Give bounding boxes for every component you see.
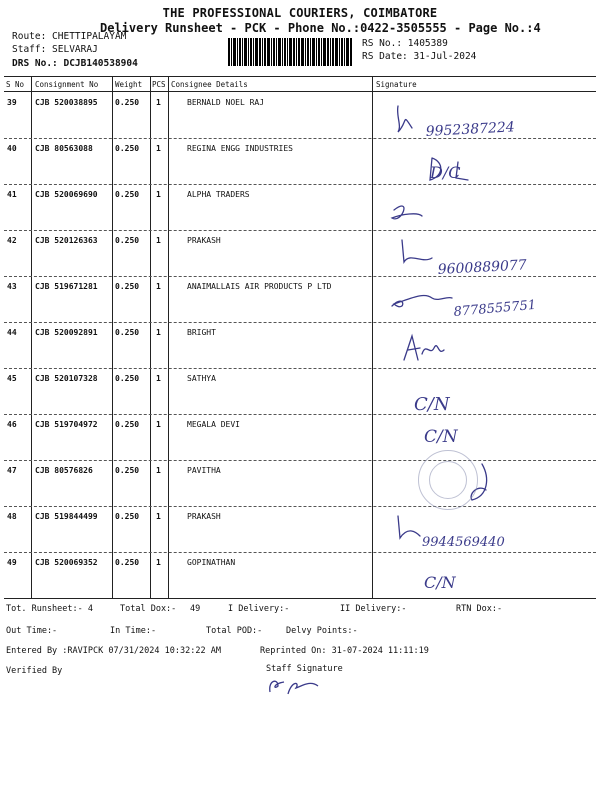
signature-scribble	[404, 336, 444, 360]
signature-scribble	[402, 240, 432, 262]
tot-runsheet: Tot. Runsheet:- 4	[6, 604, 93, 614]
signature-scribble	[398, 516, 420, 538]
staff-signature-label: Staff Signature	[266, 664, 343, 674]
cell-weight: 0.250	[115, 98, 140, 107]
cell-consignment: CJB 519704972	[35, 420, 98, 429]
cell-consignment: CJB 520126363	[35, 236, 98, 245]
entered-by: Entered By :RAVIPCK 07/31/2024 10:32:22 AM	[6, 646, 221, 656]
cell-consignee: REGINA ENGG INDUSTRIES	[187, 144, 293, 153]
total-pod: Total POD:-	[206, 626, 263, 636]
column-divider	[168, 76, 169, 598]
cell-consignment: CJB 520107328	[35, 374, 98, 383]
cell-weight: 0.250	[115, 512, 140, 521]
cell-weight: 0.250	[115, 282, 140, 291]
cell-consignee: ANAIMALLAIS AIR PRODUCTS P LTD	[187, 282, 332, 291]
cell-consignee: PAVITHA	[187, 466, 221, 475]
cell-sno: 46	[7, 420, 17, 429]
signature-scribble	[392, 296, 452, 307]
route-label: Route: CHETTIPALAYAM	[12, 31, 127, 42]
cell-weight: 0.250	[115, 374, 140, 383]
header-pcs: PCS	[152, 80, 166, 89]
barcode-image	[228, 38, 353, 66]
delvy-points: Delvy Points:-	[286, 626, 358, 636]
staff-label: Staff: SELVARAJ	[12, 44, 98, 55]
in-time: In Time:-	[110, 626, 157, 636]
table-top-border	[4, 76, 596, 77]
cell-consignment: CJB 519671281	[35, 282, 98, 291]
header-signature: Signature	[376, 80, 417, 89]
cell-sno: 43	[7, 282, 17, 291]
cell-pcs: 1	[156, 328, 161, 337]
cell-pcs: 1	[156, 282, 161, 291]
cell-consignment: CJB 520069690	[35, 190, 98, 199]
handwritten-note: 9600889077	[437, 257, 528, 278]
cell-sno: 42	[7, 236, 17, 245]
header-consignment: Consignment No	[35, 80, 99, 89]
cell-pcs: 1	[156, 98, 161, 107]
cell-weight: 0.250	[115, 466, 140, 475]
cell-consignee: BRIGHT	[187, 328, 216, 337]
cell-sno: 44	[7, 328, 17, 337]
column-divider	[112, 76, 113, 598]
handwritten-note: C/N	[424, 573, 456, 592]
header-sno: S No	[6, 80, 25, 89]
handwritten-note: 9944569440	[422, 535, 505, 550]
signature-scribble	[392, 206, 422, 219]
cell-weight: 0.250	[115, 328, 140, 337]
cell-consignee: GOPINATHAN	[187, 558, 236, 567]
cell-consignment: CJB 520069352	[35, 558, 98, 567]
total-dox-label: Total Dox:-	[120, 604, 177, 614]
cell-weight: 0.250	[115, 236, 140, 245]
out-time: Out Time:-	[6, 626, 58, 636]
verified-by: Verified By	[6, 666, 63, 676]
header-consignee: Consignee Details	[171, 80, 248, 89]
handwritten-note: 9952387224	[425, 119, 516, 140]
cell-pcs: 1	[156, 236, 161, 245]
cell-pcs: 1	[156, 512, 161, 521]
cell-consignment: CJB 520038895	[35, 98, 98, 107]
cell-consignment: CJB 80576826	[35, 466, 93, 475]
cell-consignment: CJB 520092891	[35, 328, 98, 337]
cell-sno: 39	[7, 98, 17, 107]
cell-consignment: CJB 519844499	[35, 512, 98, 521]
company-title: THE PROFESSIONAL COURIERS, COIMBATORE	[162, 6, 438, 20]
cell-sno: 49	[7, 558, 17, 567]
cell-sno: 45	[7, 374, 17, 383]
handwritten-note: C/N	[424, 427, 458, 447]
cell-pcs: 1	[156, 558, 161, 567]
cell-weight: 0.250	[115, 558, 140, 567]
cell-pcs: 1	[156, 374, 161, 383]
company-stamp	[418, 450, 478, 510]
table-bottom-border	[4, 598, 596, 599]
signature-column	[372, 92, 596, 598]
handwritten-note: D/C	[430, 163, 461, 182]
signature-scribble	[398, 106, 412, 132]
cell-weight: 0.250	[115, 420, 140, 429]
handwritten-note: 8778555751	[453, 297, 537, 320]
staff-signature-scribble	[262, 672, 332, 698]
column-divider	[150, 76, 151, 598]
header-weight: Weight	[115, 80, 143, 89]
drs-number: DRS No.: DCJB140538904	[12, 58, 138, 69]
cell-pcs: 1	[156, 144, 161, 153]
cell-sno: 47	[7, 466, 17, 475]
cell-pcs: 1	[156, 420, 161, 429]
rs-date: RS Date: 31-Jul-2024	[362, 51, 477, 62]
cell-consignment: CJB 80563088	[35, 144, 93, 153]
cell-consignee: ALPHA TRADERS	[187, 190, 250, 199]
cell-sno: 40	[7, 144, 17, 153]
cell-consignee: PRAKASH	[187, 512, 221, 521]
cell-consignee: SATHYA	[187, 374, 216, 383]
total-dox-value: 49	[190, 604, 201, 614]
cell-consignee: BERNALD NOEL RAJ	[187, 98, 265, 107]
cell-consignee: PRAKASH	[187, 236, 221, 245]
ii-delivery: II Delivery:-	[340, 604, 407, 614]
runsheet-title: Delivery Runsheet - PCK - Phone No.:0422-3505555 - Page No.:4	[100, 21, 541, 35]
cell-sno: 48	[7, 512, 17, 521]
cell-pcs: 1	[156, 466, 161, 475]
cell-consignee: MEGALA DEVI	[187, 420, 240, 429]
rtn-dox: RTN Dox:-	[456, 604, 503, 614]
handwritten-note: C/N	[414, 394, 450, 415]
i-delivery: I Delivery:-	[228, 604, 290, 614]
cell-pcs: 1	[156, 190, 161, 199]
cell-weight: 0.250	[115, 190, 140, 199]
cell-weight: 0.250	[115, 144, 140, 153]
rs-number: RS No.: 1405389	[362, 38, 448, 49]
reprinted-on: Reprinted On: 31-07-2024 11:11:19	[260, 646, 429, 656]
cell-sno: 41	[7, 190, 17, 199]
column-divider	[31, 76, 32, 598]
